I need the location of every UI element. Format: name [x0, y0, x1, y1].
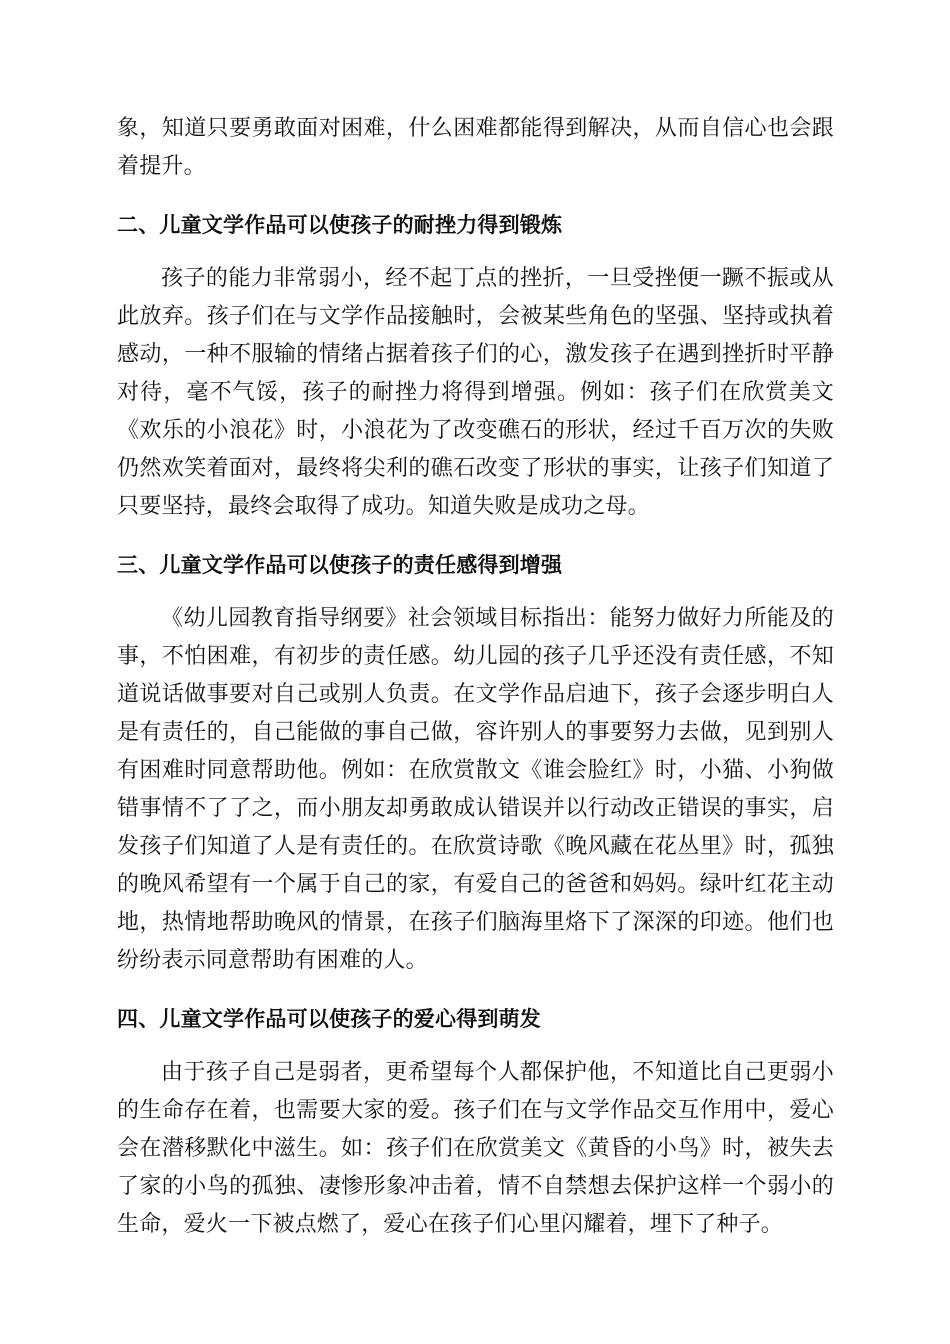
intro-continuation-paragraph: 象，知道只要勇敢面对困难，什么困难都能得到解决，从而自信心也会跟着提升。 — [117, 116, 834, 179]
section-body-2: 孩子的能力非常弱小，经不起丁点的挫折，一旦受挫便一蹶不振或从此放弃。孩子们在与文学作品接触时，会被某些角色的坚强、坚持或执着感动，一种不服输的情绪占据着孩子们的心，激发孩子在遇到挫折时平静对待，毫不气馁，孩子的耐挫力将得到增强。例如：孩子们在欣赏美文《欢乐的小浪花》时，小浪花为了改变礁石的形状，经过千百万次的失败仍然欢笑着面对，最终将尖利的礁石改变了形状的事实，让孩子们知道了只要坚持，最终会取得了成功。知道失败是成功之母。 — [117, 266, 834, 519]
section-heading-2: 二、儿童文学作品可以使孩子的耐挫力得到锻炼 — [117, 213, 563, 237]
section-heading-4: 四、儿童文学作品可以使孩子的爱心得到萌发 — [117, 1007, 541, 1031]
document-body — [117, 110, 834, 1244]
section-heading-3: 三、儿童文学作品可以使孩子的责任感得到增强 — [117, 553, 563, 577]
section-body-3: 《幼儿园教育指导纲要》社会领域目标指出：能努力做好力所能及的事，不怕困难，有初步的责任感。幼儿园的孩子几乎还没有责任感，不知道说话做事要对自己或别人负责。在文学作品启迪下，孩子会逐步明白人是有责任的，自己能做的事自己做，容许别人的事要努力去做，见到别人有困难时同意帮助他。例如：在欣赏散文《谁会脸红》时，小猫、小狗做错事情不了了之，而小朋友却勇敢成认错误并以行动改正错误的事实，启发孩子们知道了人是有责任的。在欣赏诗歌《晚风藏在花丛里》时，孤独的晚风希望有一个属于自己的家，有爱自己的爸爸和妈妈。绿叶红花主动地，热情地帮助晚风的情景，在孩子们脑海里烙下了深深的印迹。他们也纷纷表示同意帮助有困难的人。 — [117, 606, 834, 973]
section-body-4: 由于孩子自己是弱者，更希望每个人都保护他，不知道比自己更弱小的生命存在着，也需要大家的爱。孩子们在与文学作品交互作用中，爱心会在潜移默化中滋生。如：孩子们在欣赏美文《黄昏的小鸟》时，被失去了家的小鸟的孤独、凄惨形象冲击着，情不自禁想去保护这样一个弱小的生命，爱火一下被点燃了，爱心在孩子们心里闪耀着，埋下了种子。 — [117, 1060, 834, 1237]
